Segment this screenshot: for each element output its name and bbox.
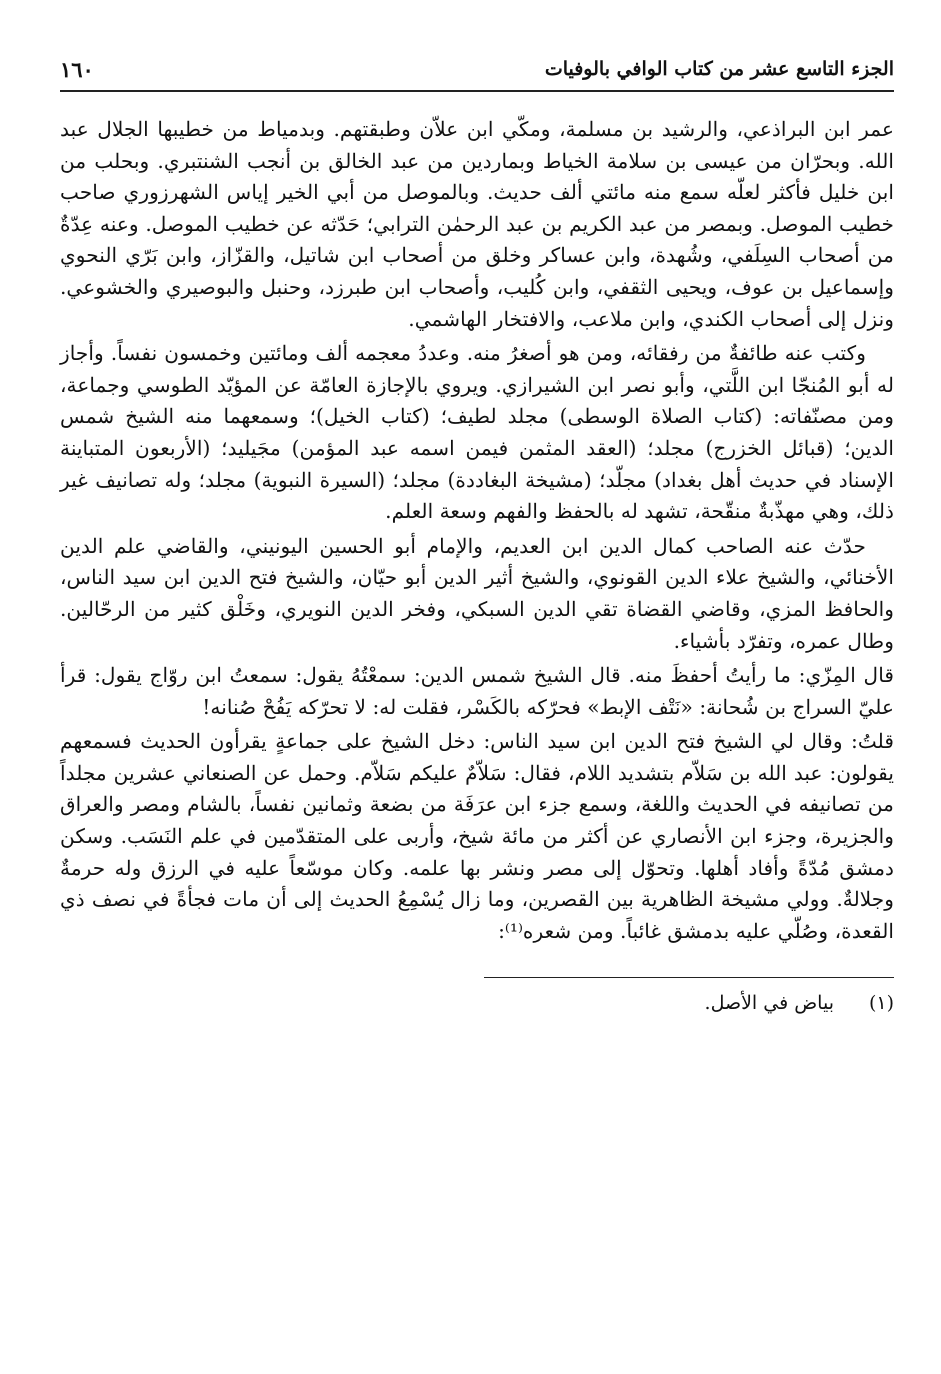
paragraph: قال المِزّي: ما رأيتُ أحفظَ منه. قال الشيخ شمس الدين: سمعْتُهُ يقول: سمعتُ ابن روّاج يقول: قرأ عليّ السراج بن شُحانة: «نَتْف الإبط» فحرّكه بالكَسْر، فقلت له: لا تحرّكه يَفُحْ صُنانه! xyxy=(60,663,894,719)
paragraph: حدّث عنه الصاحب كمال الدين ابن العديم، والإمام أبو الحسين اليونيني، والقاضي علم الدين الأخنائي، والشيخ علاء الدين القونوي، والشيخ أثير الدين أبو حيّان، والشيخ فتح الدين ابن سيد الناس، والحافظ المزي، وقاضي القضاة تقي الدين السبكي، وفخر الدين النويري، وخَلْق كثير من الرحّالين. وطال عمره، وتفرّد بأشياء. xyxy=(60,533,894,653)
running-title: الجزء التاسع عشر من كتاب الوافي بالوفيات xyxy=(544,58,894,80)
paragraph: وكتب عنه طائفةٌ من رفقائه، ومن هو أصغرُ منه. وعددُ معجمه ألف ومائتين وخمسون نفساً. وأجاز له أبو المُنجّا ابن اللَّتي، وأبو نصر ابن الشيرازي. ويروي بالإجازة العامّة عن المؤيّد الطوسي وجماعة، ومن مصنّفاته: (كتاب الصلاة الوسطى) مجلد لطيف؛ (كتاب الخيل)؛ وسمعهما منه الشيخ شمس الدين؛ (قبائل الخزرج) مجلد؛ (العقد المثمن فيمن اسمه عبد المؤمن) مجَيليد؛ (الأربعون المتباينة الإسناد في حديث أهل بغداد) مجلّد؛ (مشيخة البغاددة) مجلد؛ (السيرة النبوية) مجلد؛ وله تصانيف غير ذلك، وهي مهذّبةٌ منقّحة، تشهد له بالحفظ والفهم وسعة العلم. xyxy=(60,341,894,524)
main-text xyxy=(60,114,894,947)
paragraph: قلتُ: وقال لي الشيخ فتح الدين ابن سيد الناس: دخل الشيخ على جماعةٍ يقرأون الحديث فسمعهم يقولون: عبد الله بن سَلاّم بتشديد اللام، فقال: سَلاّمٌ عليكم سَلاّم. وحمل عن الصنعاني عشرين مجلداً من تصانيفه في الحديث واللغة، وسمع جزء ابن عرَفَة من بضعة وثمانين نفساً، بالشام ومصر والعراق والجزيرة، وجزء ابن الأنصاري عن أكثر من مائة شيخ، وأربى على المتقدّمين في علم النَسَب. وسكن دمشق مُدّةً وأفاد أهلها. وتحوّل إلى مصر ونشر بها علمه. وكان موسّعاً عليه في الرزق وله حرمةٌ وجلالةٌ. وولي مشيخة الظاهرية بين القصرين، وما زال يُسْمِعُ الحديث إلى أن مات فجأةً في نصف ذي القعدة، وصُلّي عليه بدمشق غائباً. ومن شعره⁽¹⁾: xyxy=(60,729,894,943)
footnote-separator xyxy=(484,977,894,978)
footnote xyxy=(60,992,894,1014)
book-page xyxy=(60,48,894,1348)
page-number: ١٦٠ xyxy=(60,56,94,82)
running-header xyxy=(60,48,894,92)
paragraph: عمر ابن البراذعي، والرشيد بن مسلمة، ومكّي ابن علاّن وطبقتهم. وبدمياط من خطيبها الجلال عبد الله. وبحرّان من عيسى بن سلامة الخياط وبماردين من عبد الخالق بن أنجب الشنتبري. وبحلب من ابن خليل فأكثر لعلّه سمع منه مائتي ألف حديث. وبالموصل من أبي الخير إياس الشهرزوري صاحب خطيب الموصل. وبمصر من عبد الكريم بن عبد الرحمٰن الترابي؛ حَدّثه عن خطيب الموصل. وعنه عِدّةٌ من أصحاب السِلَفي، وشُهدة، وابن عساكر وخلق من أصحاب ابن شاتيل، والقزّاز، وابن بَرّي النحوي وإسماعيل بن عوف، ويحيى الثقفي، وابن كُليب، وأصحاب ابن طبرزد، وحنبل والبوصيري والخشوعي. ونزل إلى أصحاب الكندي، وابن ملاعب، والافتخار الهاشمي. xyxy=(60,117,894,331)
footnote-mark: (١) xyxy=(868,992,894,1015)
footnote-text: بياض في الأصل. xyxy=(704,992,834,1015)
